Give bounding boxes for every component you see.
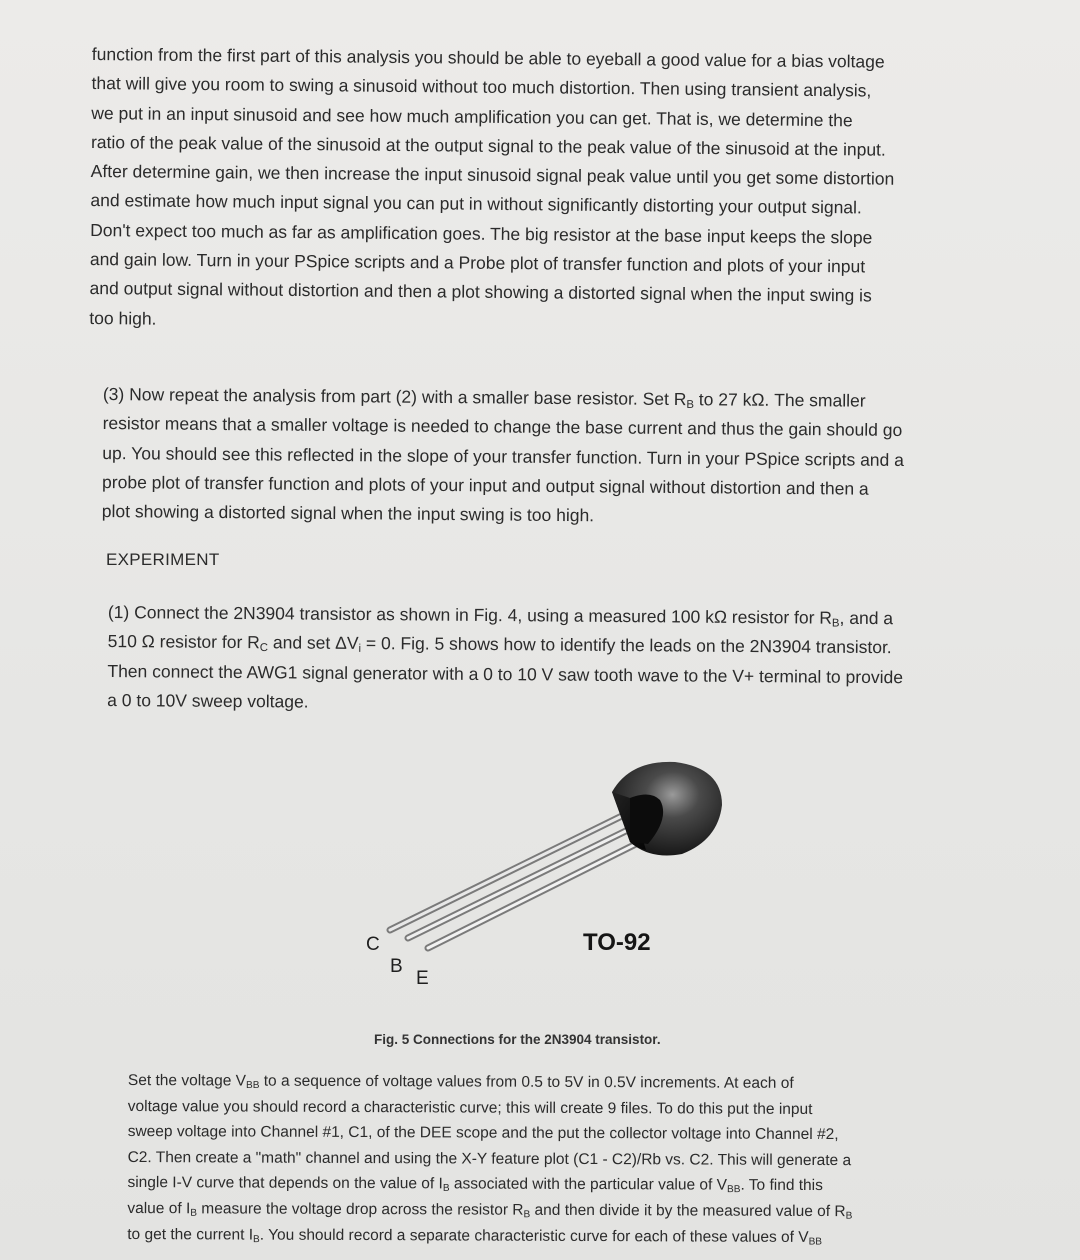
text-line: C2. Then create a "math" channel and using the X-Y feature plot (C1 - C2)/Rb vs. C2. This will generate a bbox=[127, 1148, 852, 1169]
paragraph-vbb-sweep bbox=[127, 1068, 853, 1250]
text-segment: and then divide it by the measured value of R bbox=[530, 1201, 846, 1221]
subscript: BB bbox=[808, 1236, 823, 1248]
text-segment: Set the voltage V bbox=[127, 1072, 247, 1090]
text-segment: to get the current I bbox=[127, 1225, 254, 1244]
transistor-illustration bbox=[330, 740, 750, 1000]
text-segment: measure the voltage drop across the resistor R bbox=[196, 1200, 524, 1219]
section-heading: EXPERIMENT bbox=[106, 550, 220, 569]
text-line: After determine gain, we then increase the input sinusoid signal peak value until you get some distortion bbox=[90, 161, 895, 189]
subscript: B bbox=[845, 1210, 853, 1222]
subscript: C bbox=[259, 642, 269, 655]
text-line: function from the first part of this analysis you should be able to eyeball a good value for a bias voltage bbox=[91, 43, 885, 72]
lead-label-b: B bbox=[390, 956, 403, 977]
text-line: a 0 to 10V sweep voltage. bbox=[107, 689, 309, 712]
subscript: B bbox=[831, 617, 840, 630]
text-segment: . To find this bbox=[740, 1177, 823, 1195]
text-line: probe plot of transfer function and plots of your input and output signal without distortion and then a bbox=[102, 471, 869, 499]
text-segment: , and a bbox=[839, 607, 894, 629]
to92-transistor-figure bbox=[330, 740, 750, 1000]
subscript: B bbox=[686, 398, 694, 412]
text-segment: to a sequence of voltage values from 0.5 to 5V in 0.5V increments. At each of bbox=[259, 1072, 794, 1092]
text-segment: value of I bbox=[127, 1199, 191, 1218]
text-line bbox=[127, 1170, 852, 1199]
text-line bbox=[128, 1068, 853, 1097]
text-line: and output signal without distortion and then a plot showing a distorted signal when the input swing is bbox=[89, 278, 872, 306]
text-line: ratio of the peak value of the sinusoid at the output signal to the peak value of the sinusoid at the input. bbox=[90, 131, 886, 160]
text-segment: associated with the particular value of V bbox=[449, 1175, 728, 1194]
text-line: we put in an input sinusoid and see how much amplification you can get. That is, we determine the bbox=[91, 102, 853, 130]
text-line: resistor means that a smaller voltage is needed to change the base current and thus the gain should go bbox=[102, 413, 903, 441]
text-segment: single I-V curve that depends on the value of I bbox=[127, 1174, 443, 1193]
subscript: B bbox=[253, 1233, 260, 1245]
text-line: that will give you room to swing a sinusoid without too much distortion. Then using transient analysis, bbox=[91, 73, 872, 101]
lead-label-e: E bbox=[416, 968, 429, 989]
subscript: B bbox=[190, 1207, 198, 1219]
subscript: B bbox=[523, 1209, 531, 1221]
paragraph-experiment-1 bbox=[107, 598, 903, 721]
text-segment: 510 Ω resistor for R bbox=[107, 631, 260, 653]
text-line: too high. bbox=[89, 307, 157, 329]
figure-caption: Fig. 5 Connections for the 2N3904 transistor. bbox=[374, 1032, 661, 1047]
text-line: plot showing a distorted signal when the input swing is too high. bbox=[101, 501, 595, 526]
text-line: voltage value you should record a characteristic curve; this will create 9 files. To do this put the input bbox=[127, 1097, 813, 1118]
paragraph-part-3 bbox=[102, 380, 905, 533]
subscript: i bbox=[358, 643, 362, 656]
transistor-leads bbox=[390, 812, 652, 948]
text-line: sweep voltage into Channel #1, C1, of the DEE scope and the put the collector voltage into Channel #2, bbox=[127, 1123, 839, 1144]
text-line: and gain low. Turn in your PSpice scripts and a Probe plot of transfer function and plots of your input bbox=[89, 249, 866, 277]
text-segment: to 27 kΩ. The smaller bbox=[693, 389, 866, 411]
text-line: and estimate how much input signal you can put in without significantly distorting your output signal. bbox=[90, 190, 862, 218]
package-label: TO-92 bbox=[583, 929, 651, 956]
text-line bbox=[127, 1196, 852, 1225]
text-segment: (3) Now repeat the analysis from part (2) with a smaller base resistor. Set R bbox=[102, 383, 687, 410]
lead-label-c: C bbox=[366, 934, 380, 955]
text-line: up. You should see this reflected in the slope of your transfer function. Turn in your PSpice scripts and a bbox=[102, 442, 905, 470]
text-segment: . You should record a separate characteristic curve for each of these values of V bbox=[259, 1226, 809, 1246]
text-segment: (1) Connect the 2N3904 transistor as shown in Fig. 4, using a measured 100 kΩ resistor for R bbox=[107, 601, 833, 628]
subscript: BB bbox=[726, 1184, 741, 1196]
text-segment: = 0. Fig. 5 shows how to identify the leads on the 2N3904 transistor. bbox=[360, 633, 892, 658]
to92-package-body bbox=[612, 762, 722, 856]
subscript: BB bbox=[245, 1080, 260, 1092]
text-line bbox=[127, 1222, 852, 1251]
text-line: Don't expect too much as far as amplification goes. The big resistor at the base input keeps the slope bbox=[90, 219, 873, 248]
subscript: B bbox=[442, 1183, 450, 1195]
text-line: Then connect the AWG1 signal generator with a 0 to 10 V saw tooth wave to the V+ terminal to provide bbox=[107, 660, 904, 687]
text-segment: and set ΔV bbox=[267, 632, 359, 654]
paragraph-analysis-intro bbox=[89, 40, 895, 341]
